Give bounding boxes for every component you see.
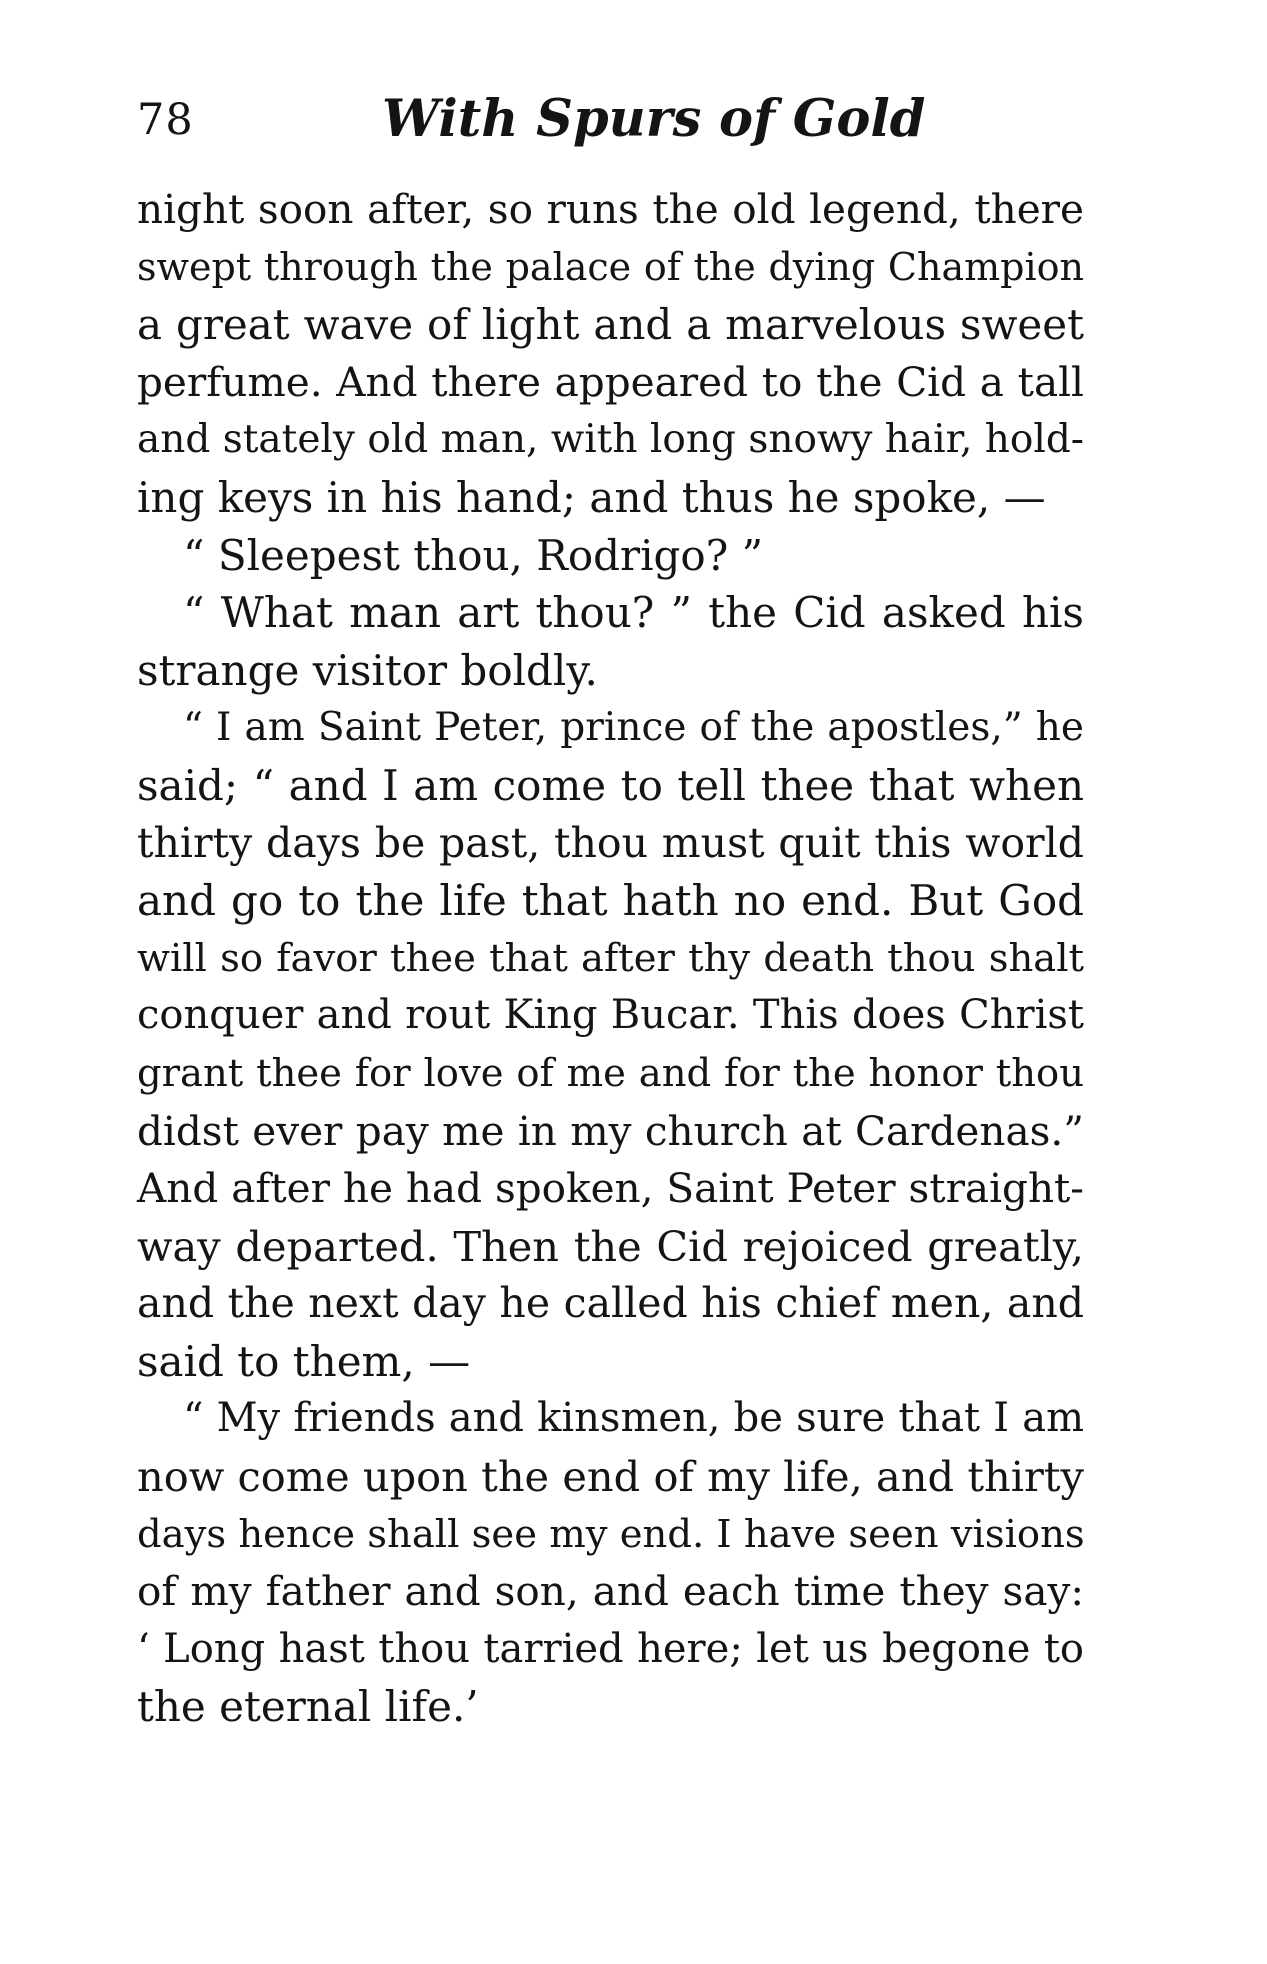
text-line: and stately old man, with long snowy hair, hold-	[137, 417, 1084, 463]
text-line: “ What man art thou? ” the Cid asked his	[183, 588, 1084, 638]
text-line: now come upon the end of my life, and thirty	[137, 1452, 1084, 1502]
text-line: way departed. Then the Cid rejoiced greatly,	[137, 1221, 1084, 1271]
text-line: thirty days be past, thou must quit this world	[137, 818, 1084, 867]
book-title: With Spurs of Gold	[382, 89, 926, 149]
text-line: “ Sleepest thou, Rodrigo? ”	[183, 530, 764, 580]
text-line: “ My friends and kinsmen, be sure that I am	[183, 1395, 1084, 1442]
text-line: “ I am Saint Peter, prince of the apostles,” he	[183, 705, 1084, 751]
text-line: days hence shall see my end. I have seen visions	[137, 1511, 1085, 1557]
text-line: ‘ Long hast thou tarried here; let us begone to	[137, 1625, 1084, 1672]
text-line: strange visitor boldly.	[137, 645, 598, 695]
text-line: and go to the life that hath no end. But God	[137, 876, 1084, 926]
text-line: perfume. And there appeared to the Cid a tall	[137, 357, 1084, 406]
text-line: grant thee for love of me and for the honor thou	[137, 1050, 1084, 1096]
text-line: will so favor thee that after thy death thou shalt	[137, 935, 1084, 981]
text-line: a great wave of light and a marvelous sweet	[137, 300, 1084, 350]
text-line: night soon after, so runs the old legend, there	[137, 185, 1084, 233]
body-text	[137, 181, 1084, 1736]
text-line: of my father and son, and each time they say:	[137, 1567, 1084, 1616]
text-line: the eternal life.’	[137, 1682, 479, 1732]
running-head	[137, 89, 1087, 155]
text-line: said to them, —	[137, 1336, 471, 1386]
page-number: 78	[137, 95, 194, 145]
text-line: conquer and rout King Bucar. This does Christ	[137, 992, 1084, 1039]
text-line: ing keys in his hand; and thus he spoke, —	[137, 472, 1046, 522]
text-line: didst ever pay me in my church at Cardenas.”	[137, 1106, 1084, 1155]
text-line: swept through the palace of the dying Champion	[137, 244, 1084, 289]
text-line: And after he had spoken, Saint Peter straight-	[137, 1164, 1084, 1213]
text-line: and the next day he called his chief men, and	[137, 1279, 1084, 1328]
text-line: said; “ and I am come to tell thee that when	[137, 760, 1084, 810]
